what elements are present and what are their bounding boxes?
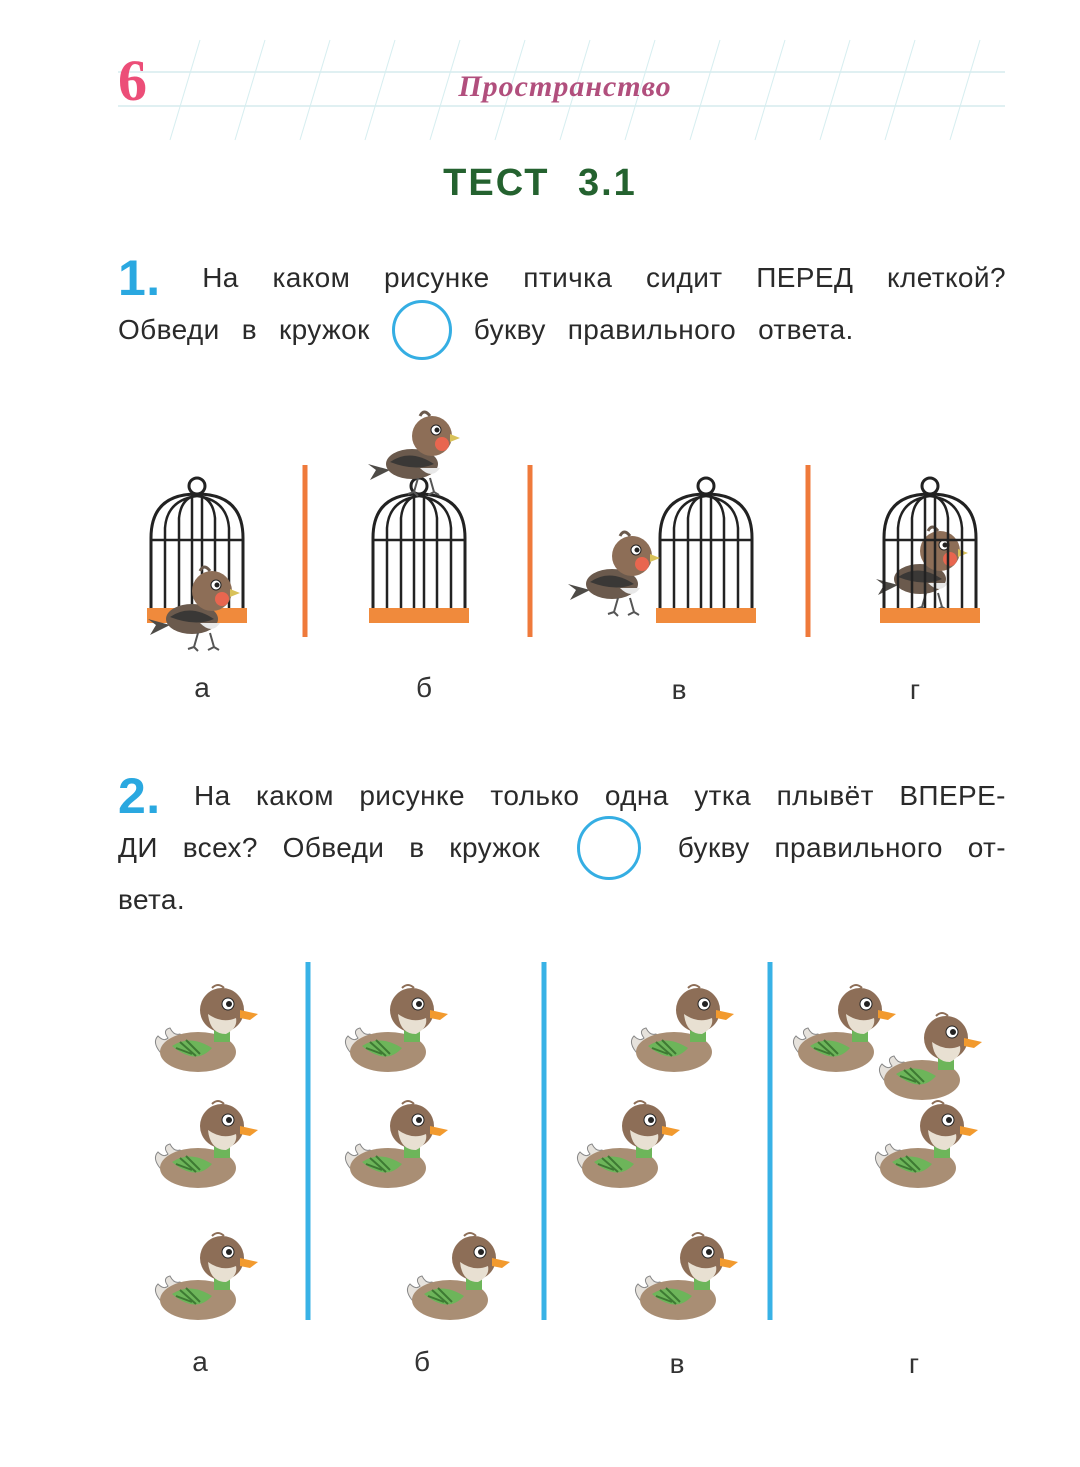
option-b-label[interactable]: б [415,672,433,703]
word: птичка [523,262,613,293]
answer-ring-icon [577,816,641,880]
word: вета. [118,884,186,915]
word: в [241,314,257,345]
word: букву [677,832,750,863]
word: каком [256,780,334,811]
option-v-label[interactable]: в [671,674,687,705]
word: ПЕРЕД [756,262,854,293]
duck-icon [577,1101,680,1188]
task-2-text [118,770,1006,926]
task-2-pictures [0,950,1080,1330]
task-1-number: 1. [118,250,161,306]
word: утка [694,780,752,811]
duck-icon [879,1013,982,1100]
task-2-line-2 [118,822,1006,874]
task-1-line-2 [118,304,1006,356]
word: кружок [279,314,370,345]
option-a-label[interactable]: а [194,672,210,703]
word: На [193,780,231,811]
word: рисунке [383,262,490,293]
duck-icon [635,1233,738,1320]
word: плывёт [776,780,874,811]
option-b-picture [368,412,469,623]
sparrow-icon [568,532,660,616]
section-title: Пространство [458,70,672,103]
option-b-label[interactable]: б [413,1346,431,1377]
option-v-picture [577,985,738,1320]
duck-icon [793,985,896,1072]
word: букву [473,314,546,345]
option-a-picture [155,985,258,1320]
word: сидит [646,262,723,293]
word: клеткой? [887,262,1006,293]
word: рисунке [359,780,465,811]
word: одна [604,780,669,811]
duck-icon [155,985,258,1072]
duck-icon [155,1101,258,1188]
duck-icon [407,1233,510,1320]
test-title: ТЕСТ 3.1 [443,162,637,204]
word: каком [272,262,351,293]
duck-icon [631,985,734,1072]
word: кружок [449,832,541,863]
duck-icon [155,1233,258,1320]
option-b-picture [345,985,510,1320]
task-1-pictures [0,400,1080,680]
duck-icon [345,985,448,1072]
birdcage-icon [369,478,469,623]
sparrow-icon [368,412,460,496]
word: Обведи [282,832,385,863]
option-v-picture [568,478,756,623]
task-1-line-1 [118,252,1006,304]
word: ДИ [118,832,158,863]
option-a-label[interactable]: а [192,1346,208,1377]
task-2-line-3 [118,874,1006,926]
duck-icon [875,1101,978,1188]
option-g-picture [876,478,980,623]
page-number: 6 [118,48,147,113]
word: ответа. [758,314,854,345]
option-a-picture [147,478,247,651]
word: Обведи [118,314,220,345]
option-v-label[interactable]: в [669,1348,685,1379]
task-2-line-1 [118,770,1006,822]
word: ВПЕРЕ- [899,780,1006,811]
word: правильного [567,314,737,345]
word: только [490,780,580,811]
duck-icon [345,1101,448,1188]
word: правильного [774,832,943,863]
answer-ring-icon [392,300,452,360]
option-g-picture [793,985,982,1188]
task-1-text [118,252,1006,356]
word: в [409,832,425,863]
task-2-number: 2. [118,768,161,824]
word: всех? [182,832,258,863]
word: На [202,262,239,293]
option-g-label[interactable]: г [908,1348,920,1379]
word: от- [967,832,1006,863]
option-g-label[interactable]: г [909,674,921,705]
birdcage-icon [656,478,756,623]
